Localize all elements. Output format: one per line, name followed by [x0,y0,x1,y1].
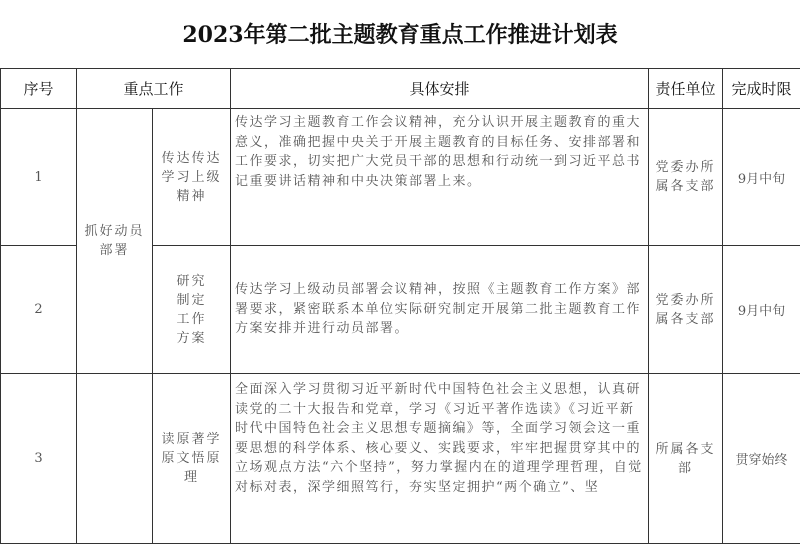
plan-text: 传达学习上级动员部署会议精神，按照《主题教育工作方案》部署要求，紧密联系本单位实际研究制定开展第二批主题教育工作方案安排并进行动员部署。 [231,246,649,374]
sub-task: 读原著学原文悟原理 [153,374,231,544]
header-unit: 责任单位 [649,69,723,109]
sub-task: 研究制定工作方案 [153,246,231,374]
sub-task: 传达传达学习上级精神 [153,109,231,246]
row-no: 2 [1,246,77,374]
plan-text: 传达学习主题教育工作会议精神，充分认识开展主题教育的重大意义，准确把握中央关于开展主题教育的目标任务、安排部署和工作要求，切实把广大党员干部的思想和行动统一到习近平总书记重要讲话精神和中央决策部署上来。 [231,109,649,246]
header-no: 序号 [1,69,77,109]
table-row [1,109,800,246]
group-cell-empty [77,374,153,544]
plan-table [0,68,800,544]
header-key-work: 重点工作 [77,69,231,109]
responsible-unit: 党委办所属各支部 [649,109,723,246]
header-plan: 具体安排 [231,69,649,109]
row-no: 1 [1,109,77,246]
table-row [1,374,800,544]
deadline: 9月中旬 [723,246,800,374]
row-no: 3 [1,374,77,544]
header-deadline: 完成时限 [723,69,800,109]
responsible-unit: 所属各支部 [649,374,723,544]
deadline: 9月中旬 [723,109,800,246]
deadline: 贯穿始终 [723,374,800,544]
plan-text: 全面深入学习贯彻习近平新时代中国特色社会主义思想，认真研读党的二十大报告和党章，学习《习近平著作选读》《习近平新时代中国特色社会主义思想专题摘编》等，全面学习领会这一重要思想的科学体系、核心要义、实践要求，牢牢把握贯穿其中的立场观点方法“六个坚持”，努力掌握内在的道理学理哲理，自觉对标对表，深学细照笃行，夯实坚定拥护“两个确立”、坚 [231,374,649,544]
page-title: 2023年第二批主题教育重点工作推进计划表 [0,0,800,68]
group-cell: 抓好动员部署 [77,109,153,374]
table-header-row [1,69,800,109]
responsible-unit: 党委办所属各支部 [649,246,723,374]
